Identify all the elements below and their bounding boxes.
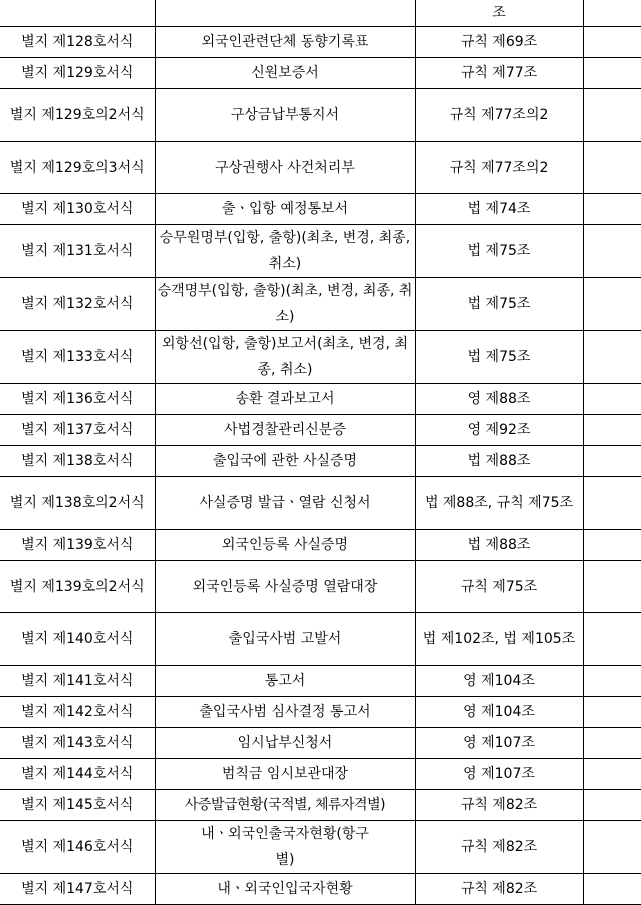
- table-row: [0, 697, 641, 728]
- form-name-cell: 신원보증서: [155, 58, 415, 89]
- form-number-cell: 별지 제142호서식: [0, 697, 155, 728]
- table-row: [0, 821, 641, 874]
- form-name-cell: 외국인관련단체 동향기록표: [155, 27, 415, 58]
- table-row: [0, 0, 641, 27]
- legal-basis-cell: 법 제74조: [415, 194, 583, 225]
- form-name-cell: 출입국사범 고발서: [155, 613, 415, 666]
- legal-basis-cell: 법 제88조: [415, 446, 583, 477]
- remarks-cell: [583, 821, 641, 874]
- legal-basis-cell: 규칙 제69조: [415, 27, 583, 58]
- legal-basis-cell: 규칙 제82조: [415, 790, 583, 821]
- legal-basis-cell: 영 제104조: [415, 666, 583, 697]
- form-number-cell: 별지 제130호서식: [0, 194, 155, 225]
- table-row: [0, 530, 641, 561]
- table-row: [0, 728, 641, 759]
- remarks-cell: [583, 415, 641, 446]
- remarks-cell: [583, 759, 641, 790]
- table-row: [0, 89, 641, 142]
- remarks-cell: [583, 874, 641, 905]
- remarks-cell: [583, 331, 641, 384]
- remarks-cell: [583, 530, 641, 561]
- form-number-cell: 별지 제138호서식: [0, 446, 155, 477]
- table-row: [0, 331, 641, 384]
- form-number-cell: 별지 제131호서식: [0, 225, 155, 278]
- form-number-cell: 별지 제144호서식: [0, 759, 155, 790]
- legal-basis-cell: 영 제107조: [415, 728, 583, 759]
- form-name-cell: 사법경찰관리신분증: [155, 415, 415, 446]
- table-row: [0, 477, 641, 530]
- remarks-cell: [583, 278, 641, 331]
- table-row: [0, 561, 641, 613]
- legal-basis-cell: 법 제102조, 법 제105조: [415, 613, 583, 666]
- form-number-cell: 별지 제128호서식: [0, 27, 155, 58]
- form-name-cell: 외국인등록 사실증명 열람대장: [155, 561, 415, 613]
- form-name-cell: 사증발급현황(국적별, 체류자격별): [155, 790, 415, 821]
- form-number-cell: 별지 제143호서식: [0, 728, 155, 759]
- table-row: [0, 27, 641, 58]
- form-number-cell: 별지 제129호서식: [0, 58, 155, 89]
- table-row: [0, 874, 641, 905]
- table-row: [0, 384, 641, 415]
- form-number-cell: 별지 제140호서식: [0, 613, 155, 666]
- form-number-cell: 별지 제136호서식: [0, 384, 155, 415]
- legal-basis-cell: 조: [415, 0, 583, 27]
- form-name-cell: 외항선(입항, 출항)보고서(최초, 변경, 최종, 취소): [155, 331, 415, 384]
- remarks-cell: [583, 728, 641, 759]
- form-name-cell: 임시납부신청서: [155, 728, 415, 759]
- form-number-cell: 별지 제139호의2서식: [0, 561, 155, 613]
- form-number-cell: 별지 제147호서식: [0, 874, 155, 905]
- form-name-cell: 승무원명부(입항, 출항)(최초, 변경, 최종, 취소): [155, 225, 415, 278]
- remarks-cell: [583, 27, 641, 58]
- table-row: [0, 278, 641, 331]
- form-number-cell: [0, 0, 155, 27]
- remarks-cell: [583, 225, 641, 278]
- legal-basis-cell: 규칙 제75조: [415, 561, 583, 613]
- remarks-cell: [583, 697, 641, 728]
- table-row: [0, 666, 641, 697]
- remarks-cell: [583, 477, 641, 530]
- table-row: [0, 194, 641, 225]
- legal-basis-cell: 법 제75조: [415, 278, 583, 331]
- legal-basis-cell: 규칙 제82조: [415, 821, 583, 874]
- remarks-cell: [583, 142, 641, 194]
- remarks-cell: [583, 58, 641, 89]
- legal-basis-cell: 규칙 제82조: [415, 874, 583, 905]
- form-number-cell: 별지 제129호의3서식: [0, 142, 155, 194]
- legal-basis-cell: 규칙 제77조: [415, 58, 583, 89]
- table-row: [0, 225, 641, 278]
- form-number-cell: 별지 제145호서식: [0, 790, 155, 821]
- form-name-cell: 출입국사범 심사결정 통고서: [155, 697, 415, 728]
- form-name-cell: 내ㆍ외국인출국자현황(항구별): [155, 821, 415, 874]
- legal-basis-cell: 법 제75조: [415, 331, 583, 384]
- form-name-cell: 외국인등록 사실증명: [155, 530, 415, 561]
- form-number-cell: 별지 제138호의2서식: [0, 477, 155, 530]
- remarks-cell: [583, 0, 641, 27]
- form-name-cell: 범칙금 임시보관대장: [155, 759, 415, 790]
- form-name-cell: 구상권행사 사건처리부: [155, 142, 415, 194]
- form-name-cell: 구상금납부통지서: [155, 89, 415, 142]
- remarks-cell: [583, 194, 641, 225]
- legal-basis-cell: 영 제107조: [415, 759, 583, 790]
- form-name-cell: 송환 결과보고서: [155, 384, 415, 415]
- table-row: [0, 58, 641, 89]
- form-number-cell: 별지 제141호서식: [0, 666, 155, 697]
- form-number-cell: 별지 제132호서식: [0, 278, 155, 331]
- form-name-cell: [155, 0, 415, 27]
- legal-basis-cell: 법 제75조: [415, 225, 583, 278]
- form-number-cell: 별지 제129호의2서식: [0, 89, 155, 142]
- remarks-cell: [583, 384, 641, 415]
- remarks-cell: [583, 446, 641, 477]
- form-name-cell: 통고서: [155, 666, 415, 697]
- table-row: [0, 790, 641, 821]
- form-number-cell: 별지 제146호서식: [0, 821, 155, 874]
- legal-basis-cell: 법 제88조: [415, 530, 583, 561]
- form-number-cell: 별지 제137호서식: [0, 415, 155, 446]
- legal-basis-cell: 영 제88조: [415, 384, 583, 415]
- form-name-cell: 출ㆍ입항 예정통보서: [155, 194, 415, 225]
- legal-basis-cell: 영 제104조: [415, 697, 583, 728]
- legal-basis-cell: 규칙 제77조의2: [415, 89, 583, 142]
- remarks-cell: [583, 561, 641, 613]
- form-name-cell: 내ㆍ외국인입국자현황: [155, 874, 415, 905]
- table-row: [0, 415, 641, 446]
- remarks-cell: [583, 613, 641, 666]
- remarks-cell: [583, 666, 641, 697]
- form-number-cell: 별지 제133호서식: [0, 331, 155, 384]
- table-row: [0, 613, 641, 666]
- legal-basis-cell: 법 제88조, 규칙 제75조: [415, 477, 583, 530]
- form-name-cell: 승객명부(입항, 출항)(최초, 변경, 최종, 취소): [155, 278, 415, 331]
- remarks-cell: [583, 790, 641, 821]
- legal-basis-cell: 영 제92조: [415, 415, 583, 446]
- legal-basis-cell: 규칙 제77조의2: [415, 142, 583, 194]
- form-name-cell: 출입국에 관한 사실증명: [155, 446, 415, 477]
- table-row: [0, 446, 641, 477]
- form-number-cell: 별지 제139호서식: [0, 530, 155, 561]
- form-name-cell: 사실증명 발급ㆍ열람 신청서: [155, 477, 415, 530]
- table-row: [0, 142, 641, 194]
- remarks-cell: [583, 89, 641, 142]
- table-row: [0, 759, 641, 790]
